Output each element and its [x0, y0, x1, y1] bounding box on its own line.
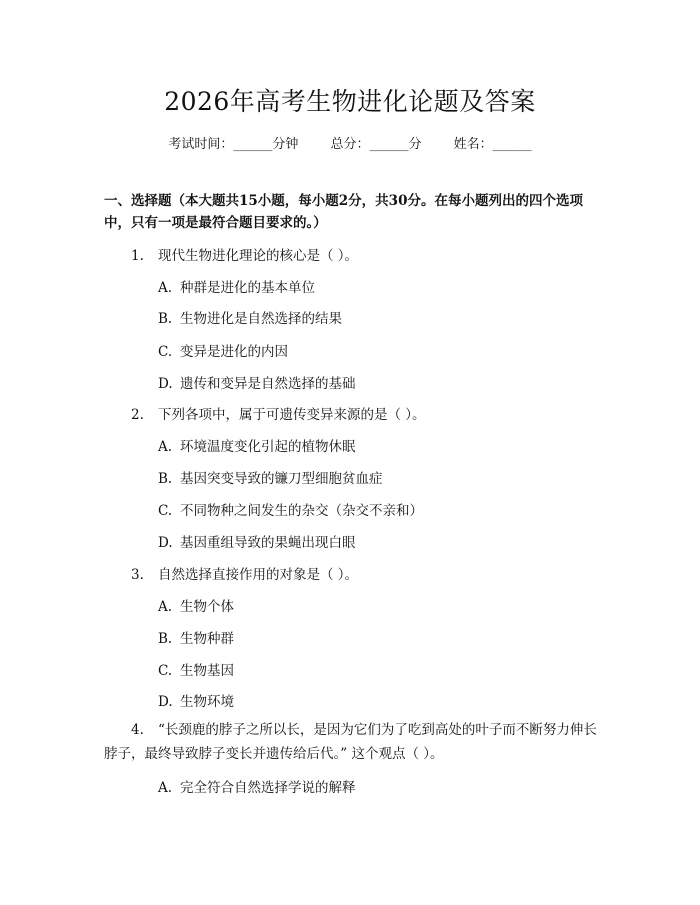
- question-2-option-a: [158, 435, 356, 455]
- option-text: 生物种群: [180, 631, 234, 647]
- question-3-option-a: [158, 595, 234, 615]
- option-letter: C.: [158, 503, 173, 519]
- option-letter: A.: [158, 280, 173, 296]
- question-4: [104, 718, 604, 766]
- option-letter: D.: [158, 535, 173, 551]
- question-stem: 现代生物进化理论的核心是（ ）。: [158, 248, 359, 264]
- option-letter: B.: [158, 471, 173, 487]
- option-text: 生物基因: [180, 663, 234, 679]
- section-heading: 一、选择题（本大题共15小题，每小题2分，共30分。在每小题列出的四个选项中，只有一项是最符合题目要求的。）: [104, 193, 583, 231]
- question-3-option-b: [158, 627, 234, 647]
- page-title: 2026年高考生物进化论题及答案: [164, 87, 536, 116]
- question-1-option-d: [158, 372, 356, 392]
- question-1: [131, 244, 358, 264]
- option-text: 完全符合自然选择学说的解释: [180, 780, 356, 796]
- question-stem: “长颈鹿的脖子之所以长，是因为它们为了吃到高处的叶子而不断努力伸长脖子，最终导致脖子变长并遗传给后代。” 这个观点（ ）。: [104, 722, 597, 762]
- option-text: 生物个体: [180, 599, 234, 615]
- question-1-option-b: [158, 307, 342, 327]
- option-text: 基因突变导致的镰刀型细胞贫血症: [180, 471, 383, 487]
- total-score-field: 总分：______分: [330, 137, 422, 152]
- option-letter: A.: [158, 780, 173, 796]
- option-text: 不同物种之间发生的杂交（杂交不亲和）: [180, 503, 423, 519]
- question-1-option-c: [158, 340, 288, 360]
- option-text: 遗传和变异是自然选择的基础: [180, 376, 356, 392]
- option-text: 生物环境: [180, 694, 234, 710]
- option-text: 种群是进化的基本单位: [180, 280, 315, 296]
- question-4-option-a: [158, 776, 356, 796]
- question-3-option-d: [158, 690, 234, 710]
- question-3: [131, 563, 358, 583]
- question-1-option-a: [158, 276, 315, 296]
- question-2-option-b: [158, 467, 383, 487]
- question-2: [131, 403, 426, 423]
- option-letter: A.: [158, 599, 173, 615]
- option-letter: C.: [158, 344, 173, 360]
- option-text: 基因重组导致的果蝇出现白眼: [180, 535, 356, 551]
- option-text: 变异是进化的内因: [180, 344, 288, 360]
- question-2-option-d: [158, 531, 356, 551]
- option-letter: B.: [158, 311, 173, 327]
- question-stem: 自然选择直接作用的对象是（ ）。: [158, 567, 359, 583]
- option-letter: C.: [158, 663, 173, 679]
- option-letter: A.: [158, 439, 173, 455]
- option-letter: D.: [158, 376, 173, 392]
- name-field: 姓名：______: [453, 137, 532, 152]
- question-number: 2.: [131, 407, 144, 423]
- option-text: 环境温度变化引起的植物休眠: [180, 439, 356, 455]
- exam-info-line: [0, 133, 700, 152]
- option-letter: D.: [158, 694, 173, 710]
- question-number: 4.: [131, 722, 144, 738]
- option-letter: B.: [158, 631, 173, 647]
- option-text: 生物进化是自然选择的结果: [180, 311, 342, 327]
- question-3-option-c: [158, 659, 234, 679]
- question-stem: 下列各项中，属于可遗传变异来源的是（ ）。: [158, 407, 426, 423]
- question-number: 3.: [131, 567, 144, 583]
- question-2-option-c: [158, 499, 423, 519]
- exam-time-field: 考试时间：______分钟: [168, 137, 299, 152]
- question-number: 1.: [131, 248, 144, 264]
